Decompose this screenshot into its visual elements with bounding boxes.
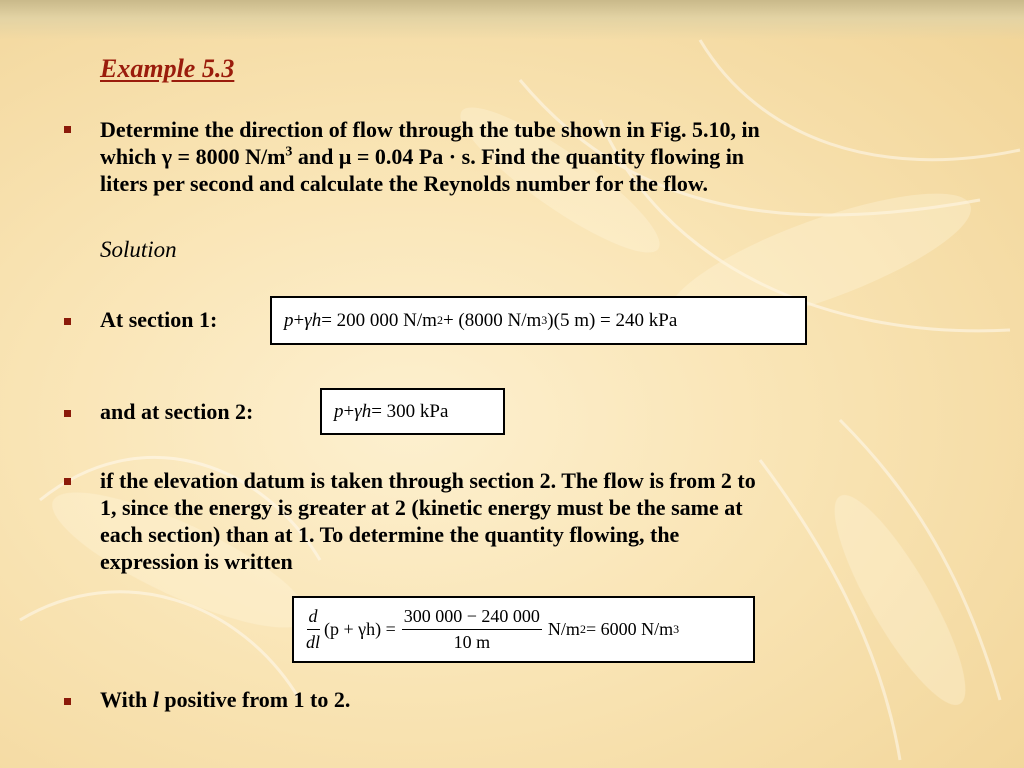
eq2-gamma-h: γh xyxy=(354,400,372,422)
explanation-line-3: each section) than at 1. To determine the quantity flowing, the xyxy=(100,522,680,547)
gradient-result-b-exp: 3 xyxy=(673,622,680,636)
eq1-plus: + xyxy=(293,309,305,331)
gradient-fraction-numerator: 300 000 − 240 000 xyxy=(402,606,542,630)
section-1-equation-box xyxy=(270,296,807,345)
problem-line-2a: which γ = 8000 N/m xyxy=(100,144,286,169)
eq1-gamma-h: γh xyxy=(304,309,322,331)
last-line-variable: l xyxy=(152,687,159,712)
gradient-result-b: = 6000 N/m xyxy=(585,619,674,639)
gradient-equation-box xyxy=(292,596,755,663)
bullet-marker xyxy=(64,126,71,133)
last-line-suffix: positive from 1 to 2. xyxy=(158,687,351,712)
bullet-marker xyxy=(64,410,71,417)
eq1-rhs-b: + (8000 N/m xyxy=(442,309,542,331)
bullet-marker xyxy=(64,318,71,325)
gradient-inner-expression: (p + γh) = xyxy=(324,619,396,639)
eq2-plus: + xyxy=(343,400,355,422)
derivative-numerator: d xyxy=(307,606,320,630)
derivative-denominator: dl xyxy=(306,632,321,652)
slide-title: Example 5.3 xyxy=(100,54,235,83)
section-1-label: At section 1: xyxy=(100,307,218,332)
solution-label: Solution xyxy=(100,237,177,262)
problem-line-3: liters per second and calculate the Reynolds number for the flow. xyxy=(100,171,709,196)
explanation-text xyxy=(100,467,980,575)
problem-line-1: Determine the direction of flow through the tube shown in Fig. 5.10, in xyxy=(100,117,760,142)
problem-line-2b: and μ = 0.04 Pa · s. Find the quantity flowing in xyxy=(292,144,745,169)
derivative-operator xyxy=(306,606,320,653)
problem-line-2-exponent: 3 xyxy=(285,144,293,160)
eq1-rhs-a-exp: 2 xyxy=(436,313,443,327)
last-line xyxy=(100,686,350,713)
bullet-marker xyxy=(64,478,71,485)
explanation-line-1: if the elevation datum is taken through section 2. The flow is from 2 to xyxy=(100,468,756,493)
explanation-line-4: expression is written xyxy=(100,549,293,574)
section-2-equation-box xyxy=(320,388,505,435)
bullet-marker xyxy=(64,698,71,705)
eq1-p: p xyxy=(284,309,294,331)
eq1-rhs-b-exp: 3 xyxy=(541,313,548,327)
gradient-fraction xyxy=(402,606,542,653)
eq1-rhs-a: = 200 000 N/m xyxy=(321,309,437,331)
eq2-rhs: = 300 kPa xyxy=(371,400,449,422)
section-2-label: and at section 2: xyxy=(100,399,254,424)
eq2-p: p xyxy=(334,400,344,422)
explanation-line-2: 1, since the energy is greater at 2 (kinetic energy must be the same at xyxy=(100,495,743,520)
problem-statement xyxy=(100,116,980,197)
gradient-result-a-exp: 2 xyxy=(579,622,586,636)
eq1-rhs-c: )(5 m) = 240 kPa xyxy=(547,309,678,331)
gradient-fraction-denominator: 10 m xyxy=(453,632,491,652)
last-line-prefix: With xyxy=(100,687,153,712)
gradient-result-a: N/m xyxy=(547,619,580,639)
